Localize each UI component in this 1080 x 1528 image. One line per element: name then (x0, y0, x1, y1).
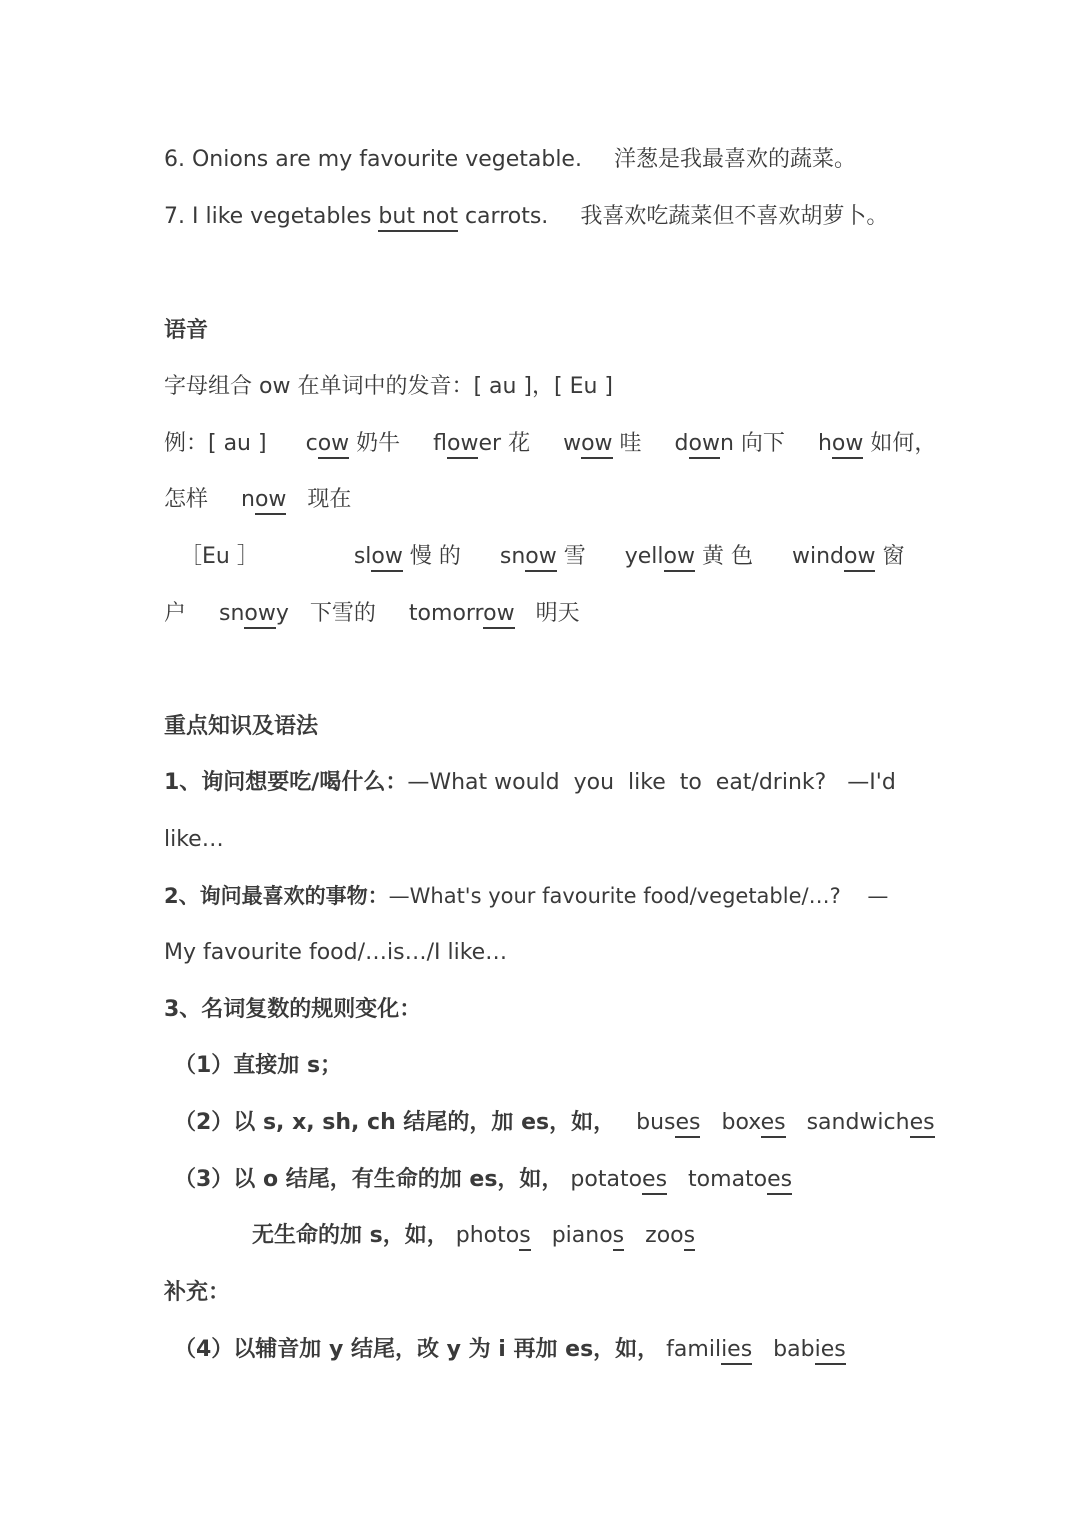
sentence-6 (164, 145, 924, 175)
word-snowy: snowy 下雪的 (219, 601, 376, 626)
word-zoos: zoos (645, 1223, 695, 1248)
eu-label: ［Eu ］ (180, 544, 259, 569)
how-meaning-continued: 怎样 (164, 487, 209, 512)
word-yellow: yellow 黄 色 (625, 544, 753, 569)
word-photos: photos (456, 1223, 531, 1251)
rule-4-label: （4）以辅音加 y 结尾，改 y 为 i 再加 es，如， (174, 1337, 660, 1362)
sentence-6-chinese: 洋葱是我最喜欢的蔬菜。 (613, 147, 856, 172)
word-boxes: boxes (721, 1110, 785, 1135)
au-examples-line-2 (164, 485, 924, 515)
point-2-text: —What's your favourite food/vegetable/…? — (388, 884, 889, 908)
point-2-continued: My favourite food/…is…/I like… (164, 940, 508, 965)
grammar-point-1 (164, 768, 924, 798)
rule-4 (174, 1335, 934, 1365)
rule-3-label: （3）以 o 结尾，有生命的加 es，如， (174, 1167, 564, 1192)
word-wow: wow 哇 (563, 431, 641, 456)
sentence-7-underlined: but not (378, 204, 458, 232)
au-label: 例：[ au ] (164, 431, 267, 456)
word-buses: buses (636, 1110, 700, 1135)
phonics-rule: 字母组合 ow 在单词中的发音：[ au ]，[ Eu ] (164, 374, 614, 399)
au-examples-line-1 (164, 429, 937, 459)
word-now: now 现在 (241, 487, 351, 512)
word-down: down 向下 (675, 431, 785, 456)
word-slow: slow 慢 的 (354, 544, 461, 569)
word-babies: babies (773, 1337, 846, 1362)
word-how: how 如何， (818, 431, 936, 456)
rule-3b-label: 无生命的加 s，如， (252, 1223, 449, 1248)
rule-3b (252, 1221, 1012, 1251)
rule-2 (174, 1108, 934, 1138)
grammar-heading: 重点知识及语法 (164, 714, 319, 739)
grammar-point-2 (164, 881, 924, 911)
window-meaning-continued: 户 (164, 601, 187, 626)
point-1-text: —What would you like to eat/drink? —I'd (407, 770, 896, 795)
word-flower: flower 花 (433, 431, 530, 456)
rule-1: （1）直接加 s； (174, 1053, 343, 1078)
point-2-title: 2、询问最喜欢的事物： (164, 884, 389, 908)
word-tomorrow: tomorrow 明天 (409, 601, 580, 626)
point-1-title: 1、询问想要吃/喝什么： (164, 770, 408, 795)
eu-examples-line-2 (164, 599, 924, 629)
eu-examples-line-1 (180, 542, 940, 572)
phonics-heading: 语音 (164, 318, 209, 343)
word-window: window 窗 (792, 544, 904, 569)
word-tomatoes: tomatoes (688, 1167, 792, 1192)
supplement-label: 补充： (164, 1280, 231, 1305)
sentence-7-pre: 7. I like vegetables (164, 204, 379, 229)
point-1-continued: like… (164, 827, 224, 852)
word-cow: cow 奶牛 (306, 431, 401, 456)
sentence-7 (164, 202, 924, 232)
word-sandwiches: sandwiches (807, 1110, 935, 1135)
word-pianos: pianos (552, 1223, 624, 1248)
word-snow: snow 雪 (500, 544, 586, 569)
word-families: families (666, 1337, 752, 1365)
rule-3 (174, 1165, 934, 1195)
grammar-point-3-title: 3、名词复数的规则变化： (164, 997, 422, 1022)
rule-2-label: （2）以 s, x, sh, ch 结尾的，加 es，如， (174, 1110, 616, 1135)
sentence-7-post: carrots. (457, 204, 549, 229)
word-potatoes: potatoes (570, 1167, 667, 1195)
sentence-6-english: 6. Onions are my favourite vegetable. (164, 147, 582, 172)
sentence-7-chinese: 我喜欢吃蔬菜但不喜欢胡萝卜。 (580, 204, 889, 229)
